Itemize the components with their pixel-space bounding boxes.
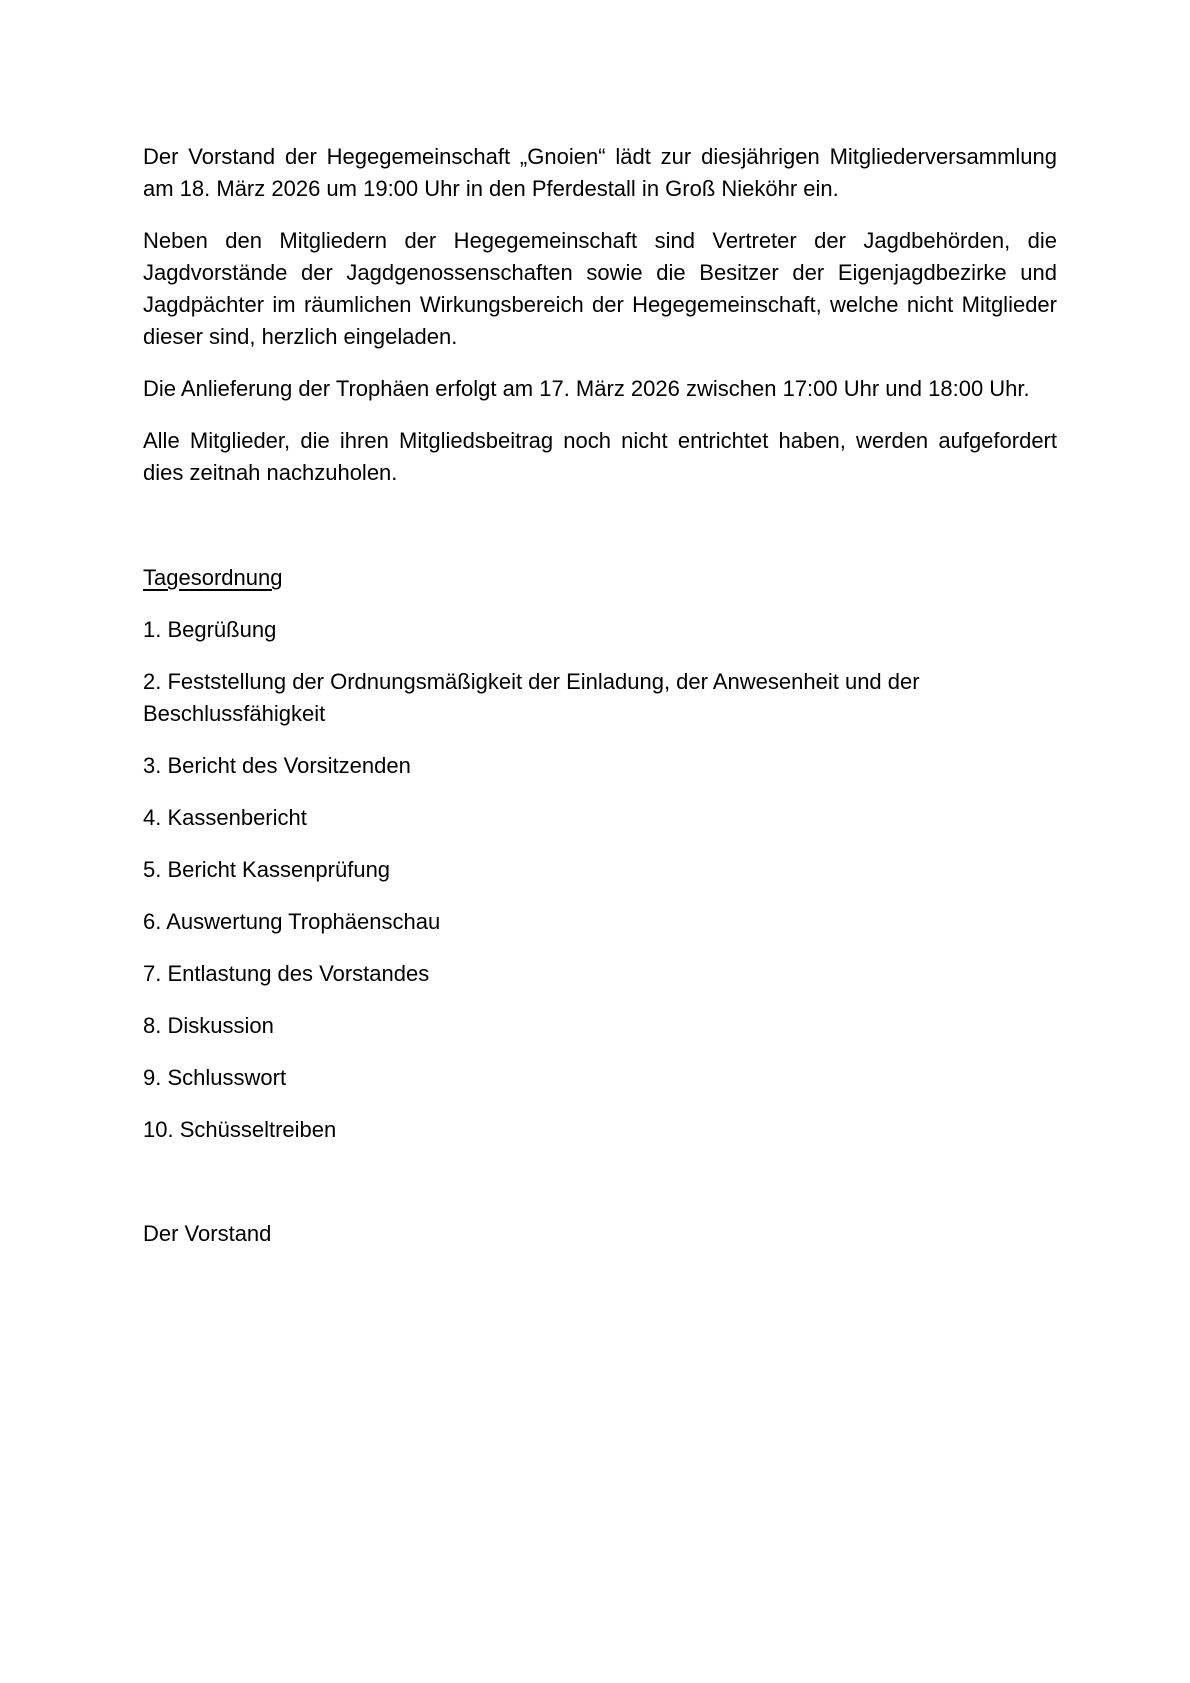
- agenda-item: 5. Bericht Kassenprüfung: [143, 857, 391, 882]
- intro-paragraph-membership-fee: Alle Mitglieder, die ihren Mitgliedsbeitrag noch nicht entrichtet haben, werden aufgefordert dies zeitnah nachzuholen.: [143, 428, 1057, 485]
- intro-paragraph-invitation: Der Vorstand der Hegegemeinschaft „Gnoien“ lädt zur diesjährigen Mitgliederversammlung am 18. März 2026 um 19:00 Uhr in den Pferdestall in Groß Nieköhr ein.: [143, 144, 1057, 201]
- agenda-item: 4. Kassenbericht: [143, 805, 307, 830]
- agenda-item: 7. Entlastung des Vorstandes: [143, 961, 430, 986]
- intro-paragraph-trophy-delivery: Die Anlieferung der Trophäen erfolgt am 17. März 2026 zwischen 17:00 Uhr und 18:00 Uhr.: [143, 376, 1030, 401]
- document-page: [143, 141, 1057, 1250]
- spacer: [143, 1166, 1057, 1218]
- intro-paragraph-guests: Neben den Mitgliedern der Hegegemeinschaft sind Vertreter der Jagdbehörden, die Jagdvorstände der Jagdgenossenschaften sowie die Besitzer der Eigenjagdbezirke und Jagdpächter im räumlichen Wirkungsbereich der Hegegemeinschaft, welche nicht Mitglieder dieser sind, herzlich eingeladen.: [143, 228, 1057, 349]
- agenda-item: 3. Bericht des Vorsitzenden: [143, 753, 411, 778]
- agenda-item: 1. Begrüßung: [143, 617, 277, 642]
- signature: Der Vorstand: [143, 1221, 272, 1246]
- agenda-item: 9. Schlusswort: [143, 1065, 287, 1090]
- agenda-heading: Tagesordnung: [143, 565, 283, 590]
- agenda-item: 6. Auswertung Trophäenschau: [143, 909, 441, 934]
- spacer: [143, 509, 1057, 562]
- agenda-item: 8. Diskussion: [143, 1013, 274, 1038]
- agenda-item: 2. Feststellung der Ordnungsmäßigkeit der Einladung, der Anwesenheit und der Beschlussfähigkeit: [143, 669, 920, 726]
- agenda-item: 10. Schüsseltreiben: [143, 1117, 337, 1142]
- agenda-list: [143, 614, 1057, 1146]
